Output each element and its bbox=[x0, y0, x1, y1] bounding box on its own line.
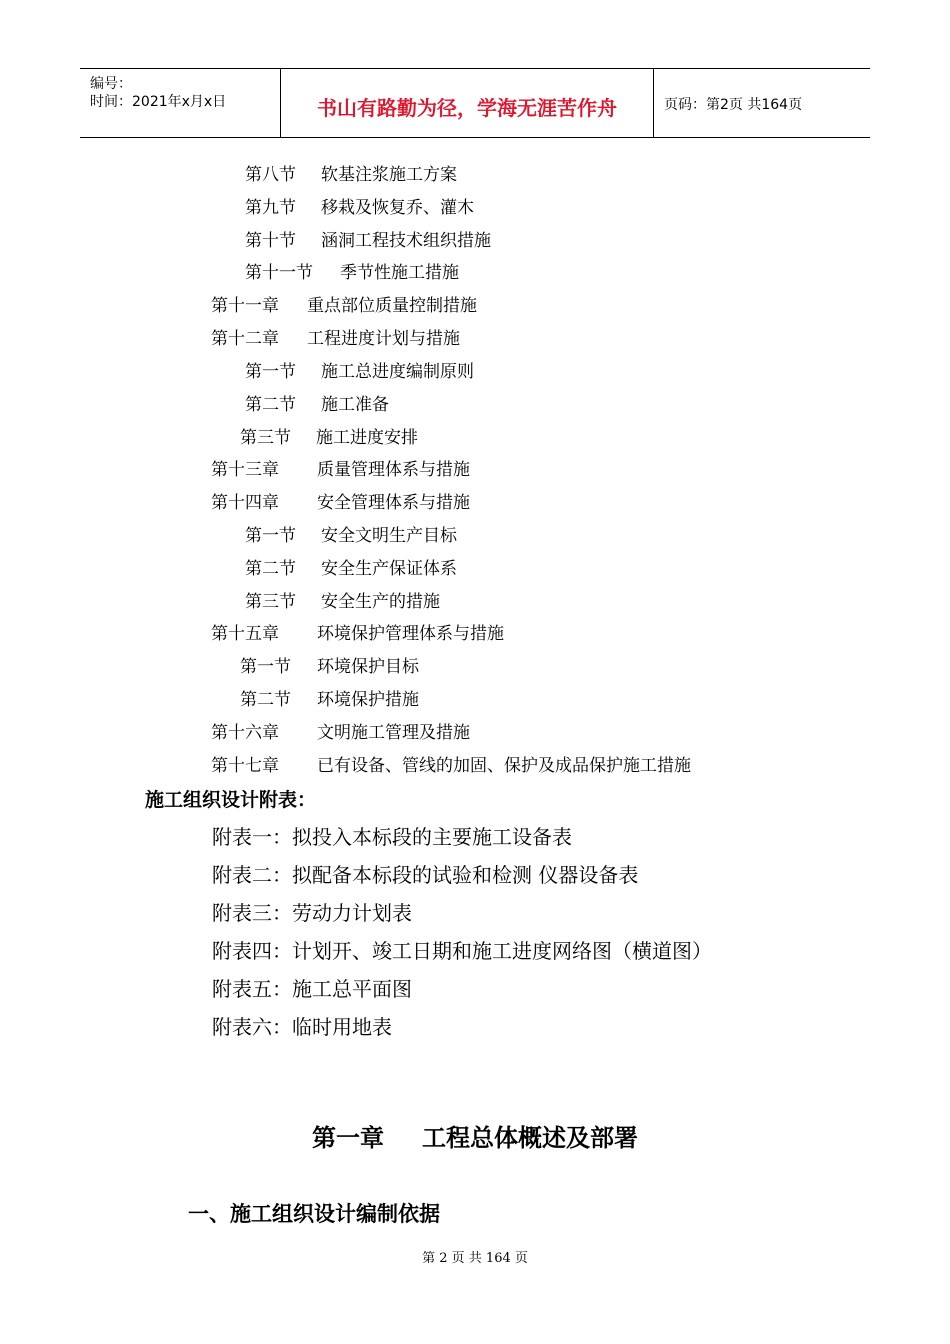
document-number-label: 编号： bbox=[90, 76, 132, 92]
appendix-item: 附表四：计划开、竣工日期和施工进度网络图（横道图） bbox=[212, 939, 712, 963]
toc-entry bbox=[245, 357, 474, 382]
toc-entry-title: 安全生产的措施 bbox=[321, 592, 440, 612]
toc-entry-title: 安全文明生产目标 bbox=[321, 526, 457, 546]
toc-entry bbox=[211, 619, 504, 644]
toc-entry bbox=[245, 258, 459, 283]
toc-entry bbox=[245, 226, 491, 251]
toc-entry-number: 第十二章 bbox=[211, 329, 279, 349]
toc-entry bbox=[211, 324, 460, 349]
toc-entry-number: 第二节 bbox=[245, 395, 296, 415]
header-page-info: 页码：第2页 共164页 bbox=[664, 97, 803, 113]
toc-entry-number: 第一节 bbox=[245, 526, 296, 546]
page-footer: 第 2 页 共 164 页 bbox=[422, 1251, 528, 1266]
toc-entry-title: 环境保护措施 bbox=[317, 690, 419, 710]
toc-entry-number: 第十一节 bbox=[245, 263, 313, 283]
appendix-item: 附表五：施工总平面图 bbox=[212, 977, 412, 1001]
appendix-heading: 施工组织设计附表： bbox=[145, 789, 317, 811]
toc-entry-number: 第三节 bbox=[245, 592, 296, 612]
document-date-label: 时间：2021年x月x日 bbox=[90, 94, 227, 110]
toc-entry-number: 第十三章 bbox=[211, 460, 279, 480]
toc-entry-number: 第八节 bbox=[245, 165, 296, 185]
toc-entry bbox=[211, 291, 477, 316]
toc-entry bbox=[211, 455, 470, 480]
toc-entry-number: 第二节 bbox=[245, 559, 296, 579]
header-meta-cell bbox=[80, 69, 281, 137]
toc-entry-title: 施工准备 bbox=[321, 395, 389, 415]
toc-entry-title: 工程进度计划与措施 bbox=[307, 329, 460, 349]
toc-entry bbox=[211, 488, 470, 513]
header-motto: 书山有路勤为径，学海无涯苦作舟 bbox=[317, 96, 617, 120]
toc-entry-title: 安全生产保证体系 bbox=[321, 559, 457, 579]
toc-entry-title: 文明施工管理及措施 bbox=[317, 723, 470, 743]
toc-entry-title: 季节性施工措施 bbox=[340, 263, 459, 283]
appendix-item: 附表六：临时用地表 bbox=[212, 1015, 392, 1039]
chapter-number: 第一章 bbox=[312, 1124, 384, 1152]
toc-entry-title: 质量管理体系与措施 bbox=[317, 460, 470, 480]
section-heading: 一、施工组织设计编制依据 bbox=[188, 1202, 440, 1226]
toc-entry-title: 涵洞工程技术组织措施 bbox=[321, 231, 491, 251]
toc-entry bbox=[240, 652, 419, 677]
toc-entry-title: 安全管理体系与措施 bbox=[317, 493, 470, 513]
toc-entry bbox=[240, 423, 418, 448]
toc-entry bbox=[245, 554, 457, 579]
page-header bbox=[80, 68, 870, 138]
toc-entry-number: 第十七章 bbox=[211, 756, 279, 776]
toc-entry bbox=[245, 193, 474, 218]
toc-entry bbox=[245, 390, 389, 415]
toc-entry-number: 第十节 bbox=[245, 231, 296, 251]
toc-entry-number: 第二节 bbox=[240, 690, 291, 710]
toc-entry-title: 重点部位质量控制措施 bbox=[307, 296, 477, 316]
appendix-item: 附表二：拟配备本标段的试验和检测 仪器设备表 bbox=[212, 863, 639, 887]
toc-entry-number: 第十一章 bbox=[211, 296, 279, 316]
toc-entry-number: 第十四章 bbox=[211, 493, 279, 513]
toc-entry-number: 第十五章 bbox=[211, 624, 279, 644]
toc-entry bbox=[240, 685, 419, 710]
toc-entry-number: 第九节 bbox=[245, 198, 296, 218]
appendix-item: 附表三：劳动力计划表 bbox=[212, 901, 412, 925]
toc-entry-number: 第一节 bbox=[245, 362, 296, 382]
header-motto-cell bbox=[281, 69, 654, 137]
toc-entry-title: 已有设备、管线的加固、保护及成品保护施工措施 bbox=[317, 756, 691, 776]
toc-entry bbox=[245, 160, 457, 185]
toc-entry bbox=[211, 751, 691, 776]
toc-entry-title: 移栽及恢复乔、灌木 bbox=[321, 198, 474, 218]
chapter-title: 工程总体概述及部署 bbox=[422, 1124, 638, 1152]
toc-entry-title: 软基注浆施工方案 bbox=[321, 165, 457, 185]
toc-entry-title: 施工进度安排 bbox=[316, 428, 418, 448]
toc-entry-number: 第三节 bbox=[240, 428, 291, 448]
toc-entry-number: 第十六章 bbox=[211, 723, 279, 743]
toc-entry-number: 第一节 bbox=[240, 657, 291, 677]
toc-entry bbox=[245, 587, 440, 612]
header-page-cell bbox=[654, 69, 870, 137]
appendix-item: 附表一：拟投入本标段的主要施工设备表 bbox=[212, 825, 572, 849]
toc-entry-title: 施工总进度编制原则 bbox=[321, 362, 474, 382]
toc-entry-title: 环境保护目标 bbox=[317, 657, 419, 677]
toc-entry bbox=[211, 718, 470, 743]
chapter-heading bbox=[0, 1118, 950, 1153]
toc-entry-title: 环境保护管理体系与措施 bbox=[317, 624, 504, 644]
toc-entry bbox=[245, 521, 457, 546]
